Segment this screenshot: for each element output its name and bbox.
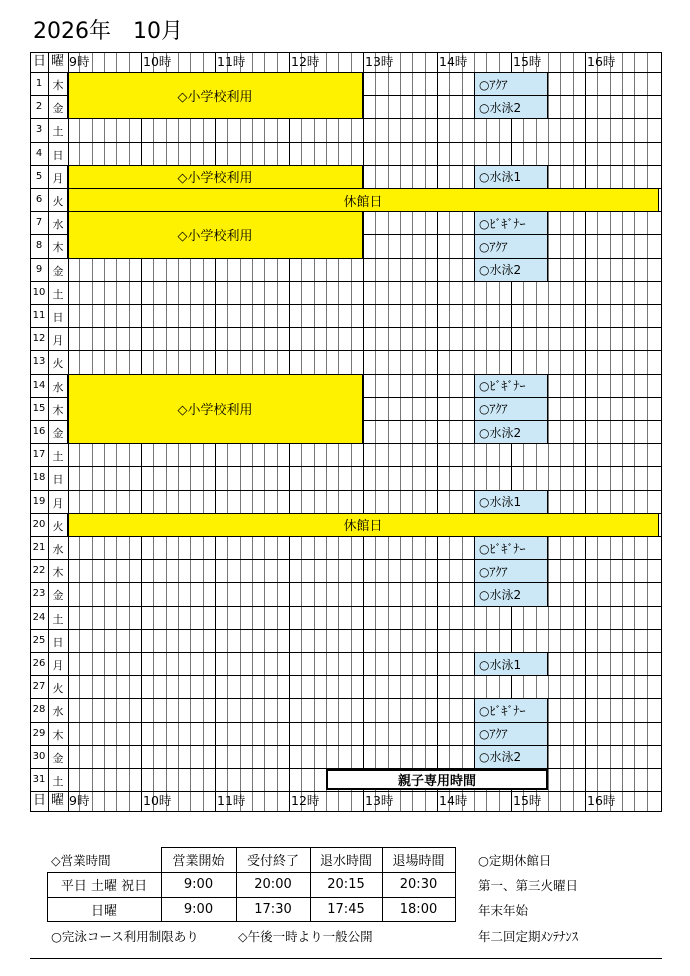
day-number: 9 xyxy=(35,263,43,275)
hours-cell: 9:00 xyxy=(183,901,214,917)
weekday: 月 xyxy=(52,334,64,348)
table-line xyxy=(47,897,456,898)
hours-row-label: 日曜 xyxy=(90,903,117,919)
closure-item: 第一、第三火曜日 xyxy=(478,878,579,893)
grid-line xyxy=(573,52,574,811)
grid-line xyxy=(30,722,661,723)
grid-line xyxy=(30,281,661,282)
grid-line xyxy=(400,52,401,811)
day-number: 19 xyxy=(32,495,46,507)
course-block: ○ｱｸｱ xyxy=(474,722,548,746)
course-block: ○ｱｸｱ xyxy=(474,559,548,583)
header-weekday-label: 曜 xyxy=(51,54,65,69)
course-block: ○水泳1 xyxy=(474,490,548,514)
afternoon-public-note: ◇午後一時より一般公開 xyxy=(238,929,373,944)
weekday: 土 xyxy=(52,612,64,626)
weekday: 土 xyxy=(52,450,64,464)
table-line xyxy=(47,872,48,921)
hours-row-label: 平日 土曜 祝日 xyxy=(60,879,148,894)
header-hour-label: 15時 xyxy=(513,54,542,69)
grid-line xyxy=(30,698,661,699)
grid-line xyxy=(634,52,635,811)
weekday: 土 xyxy=(52,287,64,301)
day-number: 16 xyxy=(32,426,46,437)
hours-cell: 20:30 xyxy=(399,877,438,892)
table-line xyxy=(161,847,162,921)
weekday: 水 xyxy=(52,543,64,556)
grid-line xyxy=(548,52,549,811)
footer-hour-label: 9時 xyxy=(69,793,90,809)
day-number: 27 xyxy=(32,681,46,693)
day-number: 4 xyxy=(35,147,43,159)
grid-line xyxy=(647,52,648,811)
weekday: 月 xyxy=(52,496,64,510)
day-number: 1 xyxy=(35,78,43,89)
grid-line xyxy=(437,52,438,811)
day-number: 3 xyxy=(35,124,43,136)
header-day-label: 日 xyxy=(33,54,47,69)
day-number: 8 xyxy=(35,240,43,252)
business-hours-heading: ◇営業時間 xyxy=(51,853,111,868)
weekday: 金 xyxy=(52,427,64,440)
legend xyxy=(33,840,661,960)
weekday: 木 xyxy=(52,728,64,742)
table-line xyxy=(455,847,456,921)
weekday: 金 xyxy=(52,102,64,116)
hours-column-header: 退場時間 xyxy=(392,854,445,869)
grid-line xyxy=(30,675,661,676)
footer-hour-label: 15時 xyxy=(513,793,542,809)
course-block: ○ﾋﾞｷﾞﾅｰ xyxy=(474,374,548,398)
weekday: 木 xyxy=(52,79,64,92)
footer-hour-label: 13時 xyxy=(365,793,394,809)
day-number: 21 xyxy=(32,542,46,553)
header-hour-label: 14時 xyxy=(439,54,468,69)
header-hour-label: 16時 xyxy=(587,54,616,69)
course-block: ○ﾋﾞｷﾞﾅｰ xyxy=(474,536,548,560)
header-hour-label: 11時 xyxy=(217,54,246,69)
course-block: ○水泳2 xyxy=(474,420,548,444)
footer-hour-label: 12時 xyxy=(291,793,320,809)
day-number: 18 xyxy=(32,472,46,484)
grid-line xyxy=(30,811,662,812)
day-number: 13 xyxy=(32,356,46,368)
table-line xyxy=(47,872,456,873)
grid-line xyxy=(30,142,661,143)
weekday: 木 xyxy=(52,241,64,255)
page-bottom-line xyxy=(30,958,662,959)
event-block: ◇小学校利用 xyxy=(67,165,363,189)
grid-line xyxy=(30,490,661,491)
day-number: 29 xyxy=(32,727,46,739)
course-block: ○ｱｸｱ xyxy=(474,234,548,258)
hours-column-header: 営業開始 xyxy=(172,854,225,869)
course-block: ○水泳2 xyxy=(474,582,548,606)
weekday: 金 xyxy=(52,264,64,278)
day-number: 23 xyxy=(32,588,46,600)
grid-line xyxy=(375,52,376,811)
grid-line xyxy=(30,652,661,653)
grid-line xyxy=(585,52,586,811)
footer-hour-label: 10時 xyxy=(143,793,172,809)
grid-line xyxy=(30,791,662,792)
footer-hour-label: 14時 xyxy=(439,793,468,809)
closed-day-block: 休館日 xyxy=(67,513,659,537)
day-number: 5 xyxy=(35,170,43,182)
family-time-block: 親子専用時間 xyxy=(326,769,548,790)
grid-line xyxy=(68,52,69,811)
day-number: 14 xyxy=(32,379,46,391)
event-block: ◇小学校利用 xyxy=(67,72,363,119)
footer-hour-label: 16時 xyxy=(587,793,616,809)
header-hour-label: 9時 xyxy=(69,54,90,69)
weekday: 火 xyxy=(52,519,64,533)
grid-line xyxy=(425,52,426,811)
grid-line xyxy=(30,350,661,351)
grid-line xyxy=(30,52,31,811)
grid-line xyxy=(597,52,598,811)
day-number: 20 xyxy=(32,518,46,530)
grid-line xyxy=(30,559,661,560)
course-limit-note: ○完泳コース利用制限あり xyxy=(51,929,199,944)
header-hour-label: 12時 xyxy=(291,54,320,69)
day-number: 2 xyxy=(35,101,43,113)
day-number: 12 xyxy=(32,333,46,345)
course-block: ○ｱｸｱ xyxy=(474,397,548,421)
header-hour-label: 10時 xyxy=(143,54,172,69)
footer-hour-label: 11時 xyxy=(217,793,246,809)
closure-item: 年末年始 xyxy=(478,903,529,918)
grid-line xyxy=(449,52,450,811)
hours-cell: 18:00 xyxy=(399,901,438,917)
grid-line xyxy=(30,582,661,583)
table-line xyxy=(47,921,456,922)
grid-line xyxy=(48,52,49,811)
grid-line xyxy=(30,745,661,746)
hours-column-header: 受付終了 xyxy=(246,854,299,869)
weekday: 日 xyxy=(52,635,64,649)
regular-closure-heading: ○定期休館日 xyxy=(478,853,552,868)
grid-line xyxy=(30,52,662,53)
weekday: 火 xyxy=(52,357,64,371)
grid-line xyxy=(462,52,463,811)
weekday: 土 xyxy=(52,125,64,139)
weekday: 木 xyxy=(52,566,64,580)
day-number: 10 xyxy=(32,286,46,298)
table-line xyxy=(161,847,456,848)
weekday: 木 xyxy=(52,403,64,417)
day-number: 28 xyxy=(32,704,46,716)
grid-line xyxy=(560,52,561,811)
course-block: ○ｱｸｱ xyxy=(474,72,548,96)
grid-line xyxy=(30,629,661,630)
hours-column-header: 退水時間 xyxy=(319,854,372,869)
weekday: 水 xyxy=(52,218,64,232)
grid-line xyxy=(610,52,611,811)
grid-line xyxy=(30,466,661,467)
day-number: 6 xyxy=(35,194,43,205)
grid-line xyxy=(30,327,661,328)
event-block: ◇小学校利用 xyxy=(67,374,363,445)
grid-line xyxy=(363,52,364,811)
course-block: ○水泳1 xyxy=(474,165,548,189)
weekday: 火 xyxy=(52,195,64,208)
course-block: ○水泳2 xyxy=(474,745,548,769)
grid-line xyxy=(30,606,661,607)
footer-day-label: 日 xyxy=(33,793,47,809)
closure-item: 年二回定期ﾒﾝﾃﾅﾝｽ xyxy=(478,929,579,944)
course-block: ○ﾋﾞｷﾞﾅｰ xyxy=(474,211,548,235)
weekday: 月 xyxy=(52,171,64,185)
page-title: 2026年 10月 xyxy=(33,19,183,44)
grid-line xyxy=(30,304,661,305)
course-block: ○水泳2 xyxy=(474,258,548,282)
course-block: ○水泳1 xyxy=(474,652,548,676)
weekday: 金 xyxy=(52,589,64,603)
day-number: 31 xyxy=(32,774,46,785)
course-block: ○ﾋﾞｷﾞﾅｰ xyxy=(474,698,548,722)
weekday: 日 xyxy=(52,473,64,487)
table-line xyxy=(310,847,311,921)
day-number: 7 xyxy=(35,217,43,229)
hours-cell: 20:00 xyxy=(254,877,292,892)
day-number: 30 xyxy=(32,750,46,762)
weekday: 日 xyxy=(52,311,64,324)
weekday: 金 xyxy=(52,751,64,765)
footer-weekday-label: 曜 xyxy=(51,793,65,809)
closed-day-block: 休館日 xyxy=(67,188,659,212)
grid-line xyxy=(622,52,623,811)
day-number: 15 xyxy=(32,402,46,414)
day-number: 11 xyxy=(32,310,46,321)
course-block: ○水泳2 xyxy=(474,95,548,119)
day-number: 24 xyxy=(32,611,46,623)
day-number: 26 xyxy=(32,658,46,669)
day-number: 17 xyxy=(32,449,46,461)
hours-cell: 17:45 xyxy=(327,901,365,917)
weekday: 土 xyxy=(52,775,64,788)
hours-cell: 20:15 xyxy=(327,877,365,892)
hours-cell: 9:00 xyxy=(183,877,214,892)
grid-line xyxy=(661,52,662,811)
weekday: 水 xyxy=(52,380,64,394)
grid-line xyxy=(388,52,389,811)
hours-cell: 17:30 xyxy=(254,901,292,917)
table-line xyxy=(382,847,383,921)
grid-line xyxy=(412,52,413,811)
weekday: 水 xyxy=(52,705,64,719)
day-number: 25 xyxy=(32,634,46,646)
weekday: 月 xyxy=(52,659,64,672)
header-hour-label: 13時 xyxy=(365,54,394,69)
event-block: ◇小学校利用 xyxy=(67,211,363,258)
weekday: 火 xyxy=(52,682,64,696)
weekday: 日 xyxy=(52,148,64,162)
table-line xyxy=(236,847,237,921)
day-number: 22 xyxy=(32,565,46,577)
